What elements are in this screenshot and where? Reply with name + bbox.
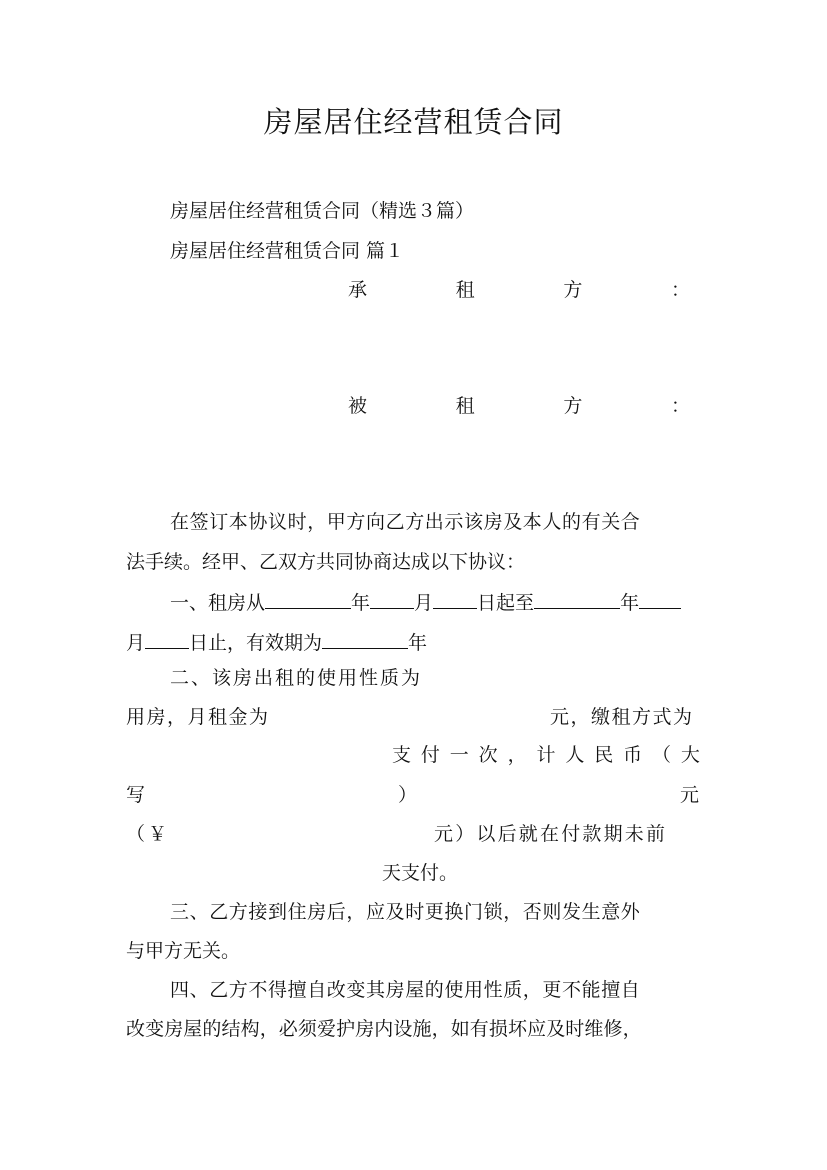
clause-2-line-4-mid: ）	[398, 784, 418, 806]
clause-1-text: 年	[351, 592, 371, 614]
blank-line	[534, 590, 620, 609]
clause-4-line-2: 改变房屋的结构，必须爱护房内设施，如有损坏应及时维修，	[126, 1018, 642, 1040]
clause-3-line-1: 三、乙方接到住房后，应及时更换门锁，否则发生意外	[170, 901, 641, 923]
lessor-char: 方	[563, 279, 583, 301]
clause-1-text: 日起至	[477, 592, 535, 614]
lessor-char: 租	[455, 279, 475, 301]
clause-2-line-3	[392, 743, 700, 767]
clause-2-char: ，	[507, 744, 527, 766]
clause-2-char: 付	[420, 744, 440, 766]
blank-line	[370, 590, 414, 609]
clause-1-text: 月	[126, 632, 146, 654]
clause-2-line-4-right: 元	[680, 784, 700, 806]
clause-2-char: （	[652, 744, 672, 766]
lessor-label	[348, 278, 690, 302]
clause-2-char: 支	[392, 744, 412, 766]
lessee-char: 方	[563, 395, 583, 417]
lessee-char: 租	[455, 395, 475, 417]
clause-2-char: 民	[594, 744, 614, 766]
intro-line-1: 在签订本协议时，甲方向乙方出示该房及本人的有关合	[170, 511, 641, 533]
blank-line	[433, 590, 477, 609]
clause-2-line-5-left: （￥	[126, 823, 171, 845]
lessee-char: ：	[670, 395, 690, 417]
blank-line	[639, 590, 681, 609]
clause-3-line-2: 与甲方无关。	[126, 940, 241, 962]
blank-line	[265, 590, 351, 609]
lessee-label	[348, 394, 690, 418]
clause-2-char: 币	[623, 744, 643, 766]
intro-line-2: 法手续。经甲、乙双方共同协商达成以下协议：	[126, 551, 526, 573]
clause-2-line-2-right: 元，缴租方式为	[550, 706, 694, 728]
clause-4-line-1: 四、乙方不得擅自改变其房屋的使用性质，更不能擅自	[170, 979, 641, 1001]
document-title: 房屋居住经营租赁合同	[263, 105, 564, 139]
blank-line	[322, 630, 408, 649]
clause-1-text: 月	[414, 592, 434, 614]
clause-1-text: 年	[408, 632, 428, 654]
clause-2-char: 计	[536, 744, 556, 766]
lessor-char: 承	[348, 279, 368, 301]
clause-1-text: 年	[620, 592, 640, 614]
clause-2-char: 人	[565, 744, 585, 766]
document-subtitle: 房屋居住经营租赁合同（精选３篇）	[170, 200, 475, 222]
clause-2-line-2-left: 用房，月租金为	[126, 706, 270, 728]
clause-2-line-5-right: 元）以后就在付款期未前	[434, 823, 668, 845]
blank-line	[145, 630, 189, 649]
clause-2-line-1: 二、该房出租的使用性质为	[170, 667, 423, 689]
clause-2-char: 一	[449, 744, 469, 766]
clause-1-text: 日止，有效期为	[189, 632, 323, 654]
clause-2-line-4-left: 写	[126, 784, 146, 806]
clause-2-char: 大	[680, 744, 700, 766]
clause-1-line-2	[126, 630, 427, 655]
clause-2-line-6: 天支付。	[382, 862, 459, 884]
section-heading: 房屋居住经营租赁合同 篇１	[170, 240, 405, 262]
clause-2-char: 次	[478, 744, 498, 766]
lessor-char: ：	[670, 279, 690, 301]
clause-1-line-1	[170, 590, 681, 615]
clause-1-text: 一、租房从	[170, 592, 266, 614]
lessee-char: 被	[348, 395, 368, 417]
